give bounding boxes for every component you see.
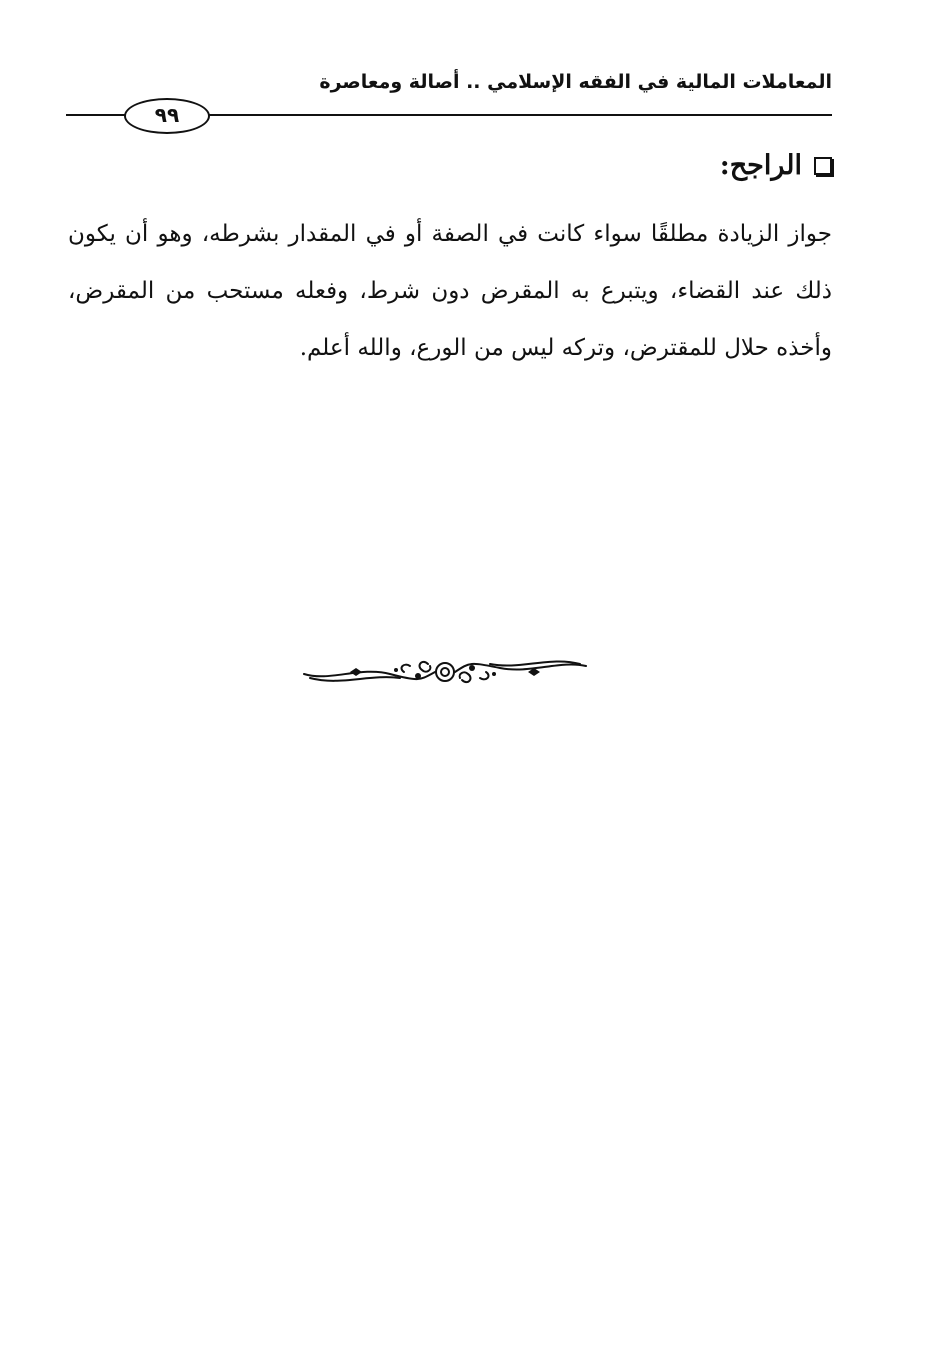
square-bullet-icon <box>814 157 832 175</box>
section-heading <box>720 146 832 186</box>
section-heading-label: الراجح: <box>719 150 802 181</box>
running-header-title: المعاملات المالية في الفقه الإسلامي .. أصالة ومعاصرة <box>319 71 832 93</box>
body-paragraph: جواز الزيادة مطلقًا سواء كانت في الصفة أو في المقدار بشرطه، وهو أن يكون ذلك عند القضاء، ويتبرع به المقرض دون شرط، وفعله مستحب من المقرض، وأخذه حلال للمقترض، وتركه ليس من الورع، والله أعلم. <box>68 221 832 361</box>
decorative-divider-ornament-icon <box>300 652 590 692</box>
page-number-badge: ٩٩ <box>124 98 210 134</box>
